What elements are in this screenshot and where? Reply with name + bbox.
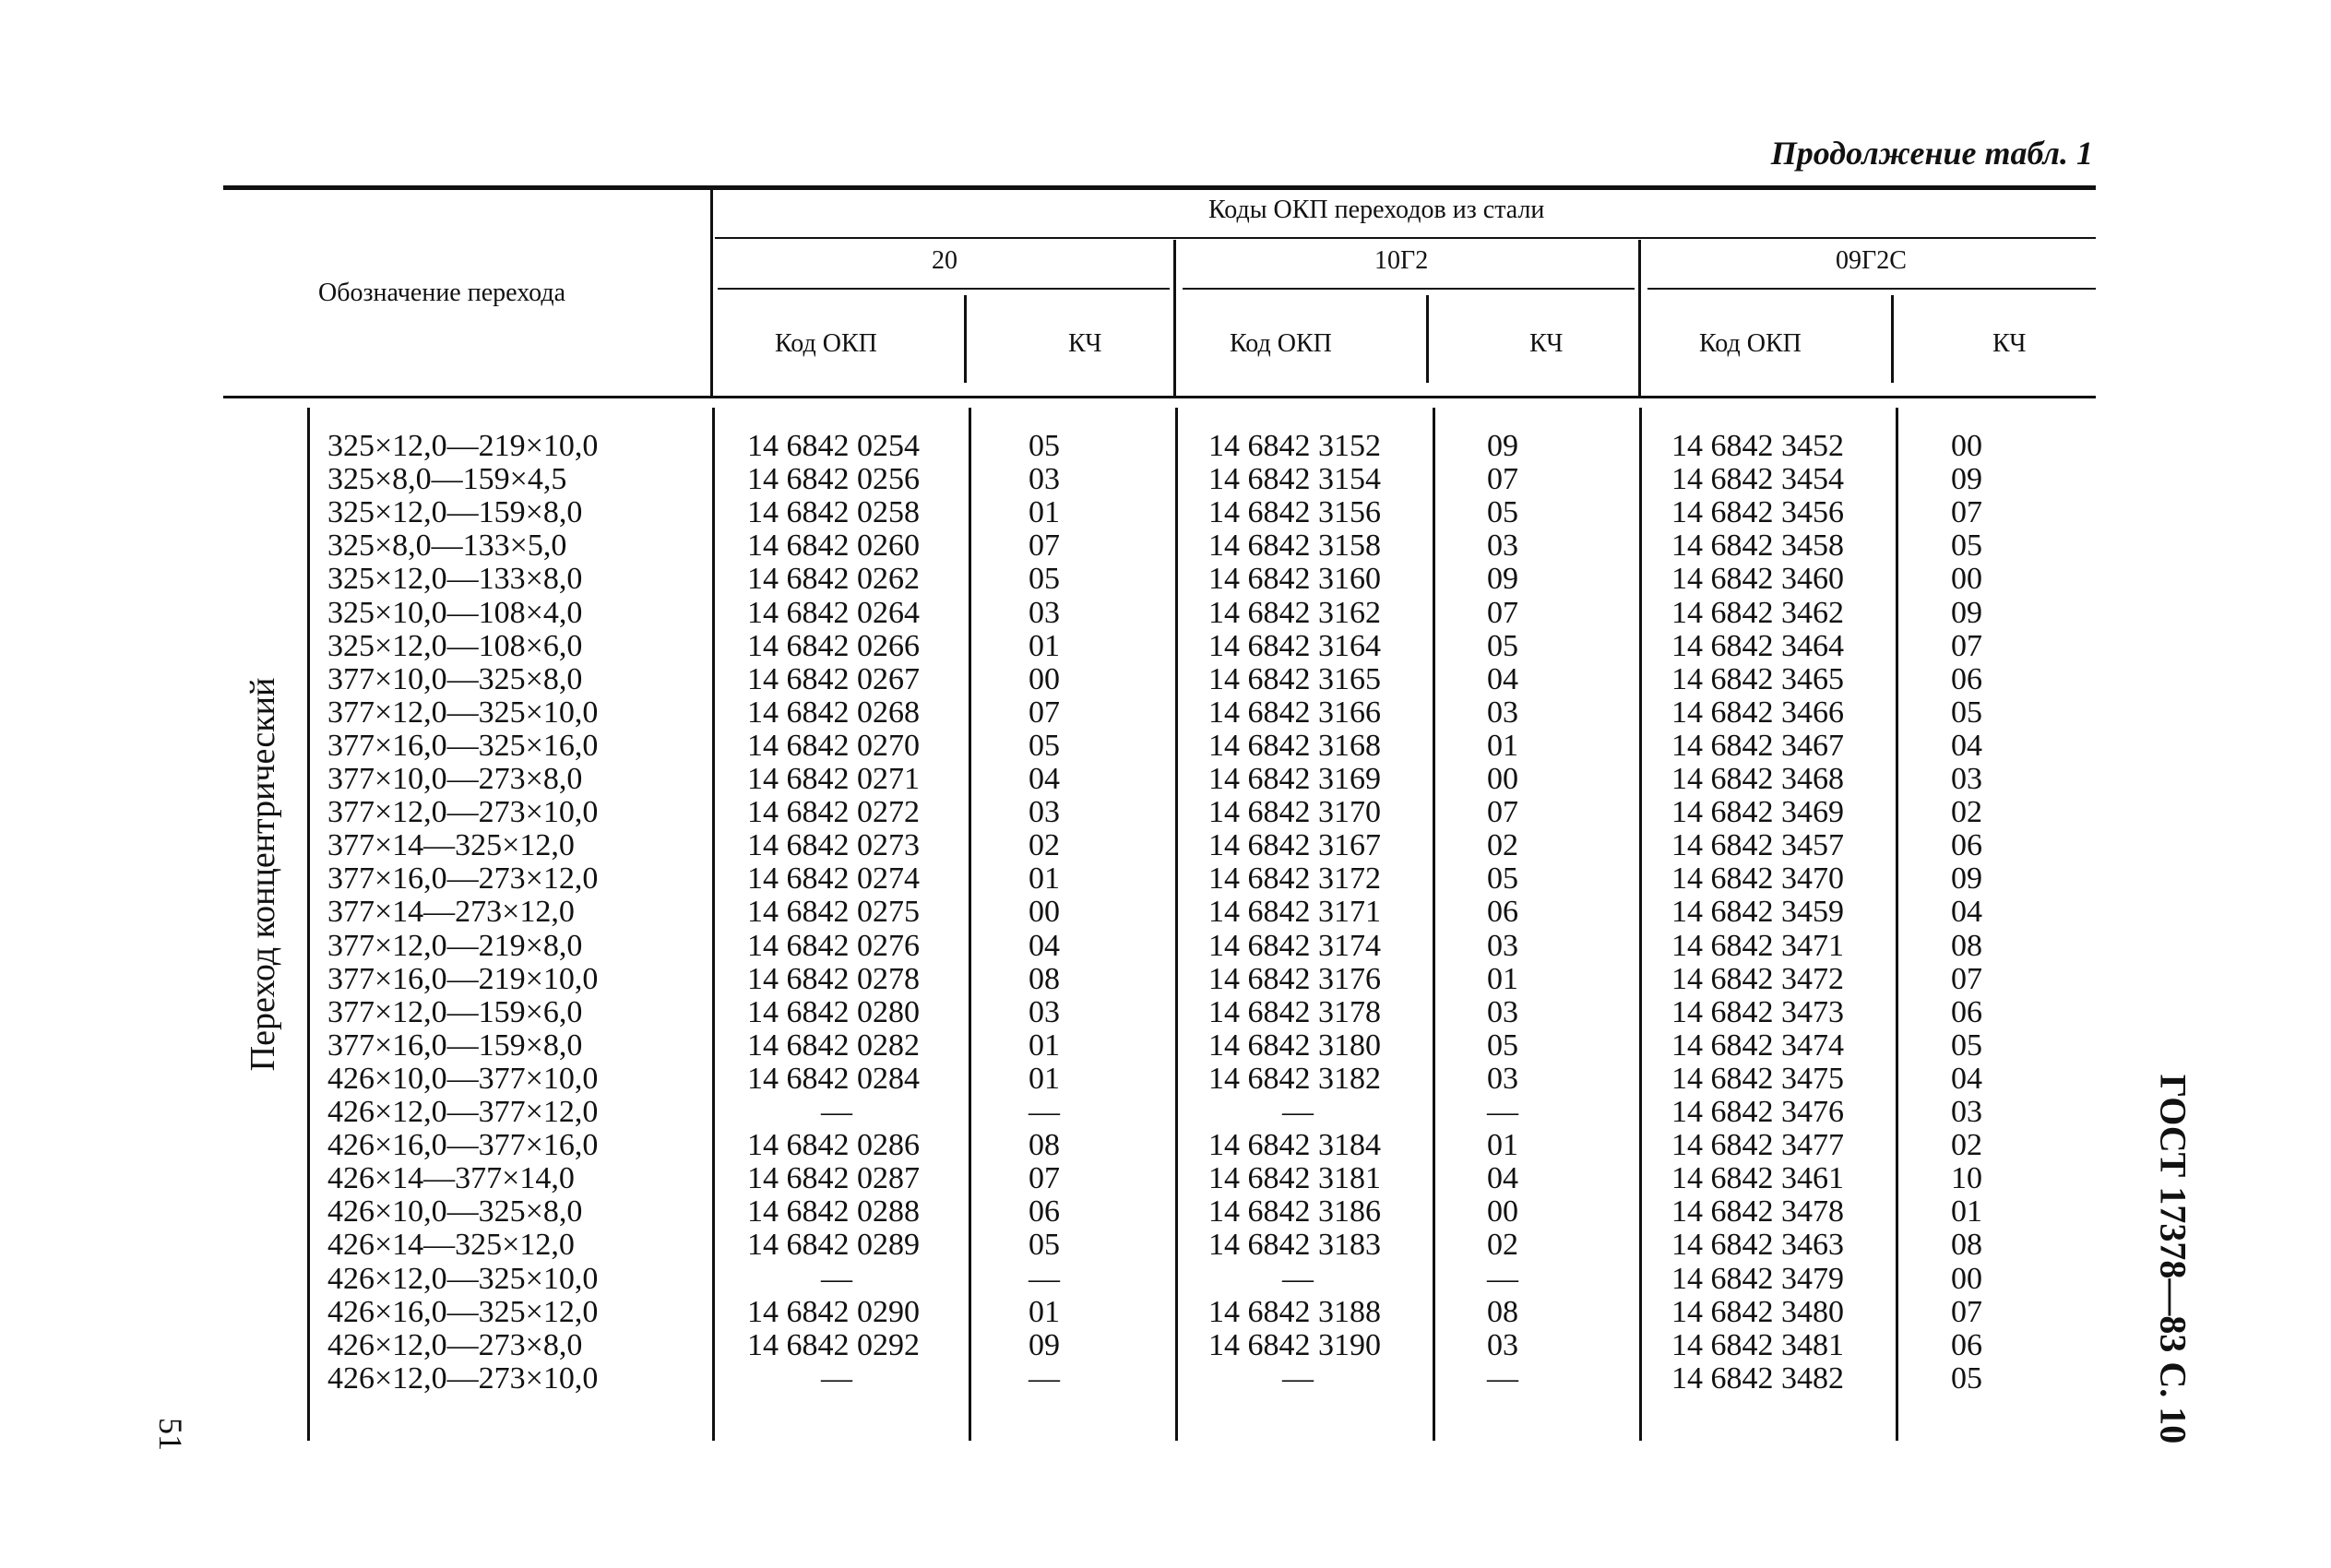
- kch-09g2s-cell: 00: [1951, 562, 1982, 597]
- header-divider-09g2s: [1891, 295, 1894, 383]
- okp-code-09g2s-cell: 14 6842 3464: [1671, 628, 1844, 663]
- header-divider-20: [964, 295, 967, 383]
- okp-code-20-cell: —: [821, 1095, 852, 1129]
- kch-10g2-cell: 05: [1487, 628, 1518, 663]
- kch-09g2s-cell: 06: [1951, 994, 1982, 1029]
- okp-code-20-cell: 14 6842 0272: [747, 795, 920, 830]
- okp-code-09g2s-cell: 14 6842 3475: [1671, 1061, 1844, 1096]
- kch-10g2-cell: 07: [1487, 462, 1518, 497]
- okp-code-20-cell: 14 6842 0274: [747, 861, 920, 897]
- kch-09g2s-cell: 05: [1951, 695, 1982, 730]
- kch-20-cell: 03: [1029, 795, 1060, 830]
- okp-code-10g2-cell: 14 6842 3169: [1208, 762, 1381, 796]
- okp-code-10g2-cell: 14 6842 3178: [1208, 994, 1381, 1029]
- okp-code-09g2s-cell: 14 6842 3469: [1671, 795, 1844, 830]
- code-header-10g2: Код ОКП: [1230, 329, 1332, 358]
- kch-10g2-cell: 09: [1487, 429, 1518, 463]
- okp-code-10g2-cell: 14 6842 3167: [1208, 828, 1381, 863]
- okp-code-10g2-cell: 14 6842 3164: [1208, 628, 1381, 663]
- okp-code-20-cell: 14 6842 0275: [747, 895, 920, 930]
- kch-09g2s-cell: 09: [1951, 462, 1982, 497]
- kch-header-09g2s: КЧ: [1992, 329, 2027, 358]
- table-top-rule: [223, 185, 2096, 190]
- kch-09g2s-cell: 10: [1951, 1161, 1982, 1196]
- kch-09g2s-cell: 03: [1951, 1095, 1982, 1129]
- okp-code-20-cell: 14 6842 0262: [747, 562, 920, 597]
- kch-20-cell: 05: [1029, 1228, 1060, 1263]
- okp-code-09g2s-cell: 14 6842 3477: [1671, 1128, 1844, 1163]
- okp-code-09g2s-cell: 14 6842 3472: [1671, 961, 1844, 996]
- kch-20-cell: 00: [1029, 895, 1060, 930]
- kch-20-cell: 03: [1029, 595, 1060, 630]
- okp-code-09g2s-cell: 14 6842 3462: [1671, 595, 1844, 630]
- designation-cell: 426×12,0—325×10,0: [327, 1261, 599, 1296]
- steel-20-rule: [718, 288, 1170, 290]
- kch-20-cell: 05: [1029, 728, 1060, 763]
- table-row: [0, 529, 2331, 563]
- okp-code-10g2-cell: 14 6842 3162: [1208, 595, 1381, 630]
- steel-20-header: 20: [932, 246, 957, 275]
- okp-code-09g2s-cell: 14 6842 3463: [1671, 1228, 1844, 1263]
- table-row: [0, 730, 2331, 763]
- kch-20-cell: 01: [1029, 1294, 1060, 1329]
- okp-code-10g2-cell: 14 6842 3160: [1208, 562, 1381, 597]
- kch-10g2-cell: 02: [1487, 1228, 1518, 1263]
- kch-10g2-cell: 05: [1487, 861, 1518, 897]
- kch-20-cell: 07: [1029, 695, 1060, 730]
- kch-09g2s-cell: 03: [1951, 762, 1982, 796]
- designation-header: Обозначение перехода: [318, 279, 565, 307]
- designation-cell: 426×16,0—377×16,0: [327, 1128, 599, 1163]
- kch-20-cell: 04: [1029, 762, 1060, 796]
- kch-09g2s-cell: 09: [1951, 595, 1982, 630]
- kch-20-cell: 05: [1029, 562, 1060, 597]
- kch-20-cell: 00: [1029, 661, 1060, 696]
- kch-20-cell: 05: [1029, 429, 1060, 463]
- kch-09g2s-cell: 01: [1951, 1194, 1982, 1229]
- code-header-20: Код ОКП: [775, 329, 877, 358]
- header-divider-steel-2: [1638, 240, 1641, 397]
- okp-code-09g2s-cell: 14 6842 3476: [1671, 1095, 1844, 1129]
- okp-code-09g2s-cell: 14 6842 3474: [1671, 1028, 1844, 1063]
- okp-code-20-cell: 14 6842 0282: [747, 1028, 920, 1063]
- okp-code-09g2s-cell: 14 6842 3480: [1671, 1294, 1844, 1329]
- okp-code-09g2s-cell: 14 6842 3452: [1671, 429, 1844, 463]
- code-header-09g2s: Код ОКП: [1699, 329, 1802, 358]
- side-label: Переход концентрический: [244, 677, 282, 1072]
- table-row: [0, 1263, 2331, 1296]
- kch-20-cell: 01: [1029, 1028, 1060, 1063]
- table-row: [0, 1129, 2331, 1162]
- kch-20-cell: 01: [1029, 495, 1060, 530]
- okp-code-20-cell: 14 6842 0264: [747, 595, 920, 630]
- kch-10g2-cell: 02: [1487, 828, 1518, 863]
- designation-cell: 377×16,0—273×12,0: [327, 861, 599, 897]
- kch-09g2s-cell: 06: [1951, 661, 1982, 696]
- table-row: [0, 1063, 2331, 1096]
- kch-10g2-cell: —: [1487, 1095, 1518, 1129]
- kch-10g2-cell: 06: [1487, 895, 1518, 930]
- designation-cell: 377×16,0—219×10,0: [327, 961, 599, 996]
- designation-cell: 377×10,0—273×8,0: [327, 762, 583, 796]
- kch-10g2-cell: 01: [1487, 728, 1518, 763]
- kch-20-cell: 06: [1029, 1194, 1060, 1229]
- designation-cell: 325×10,0—108×4,0: [327, 595, 583, 630]
- okp-code-10g2-cell: 14 6842 3158: [1208, 529, 1381, 564]
- kch-20-cell: 01: [1029, 628, 1060, 663]
- okp-code-20-cell: 14 6842 0278: [747, 961, 920, 996]
- okp-code-20-cell: 14 6842 0273: [747, 828, 920, 863]
- designation-cell: 426×16,0—325×12,0: [327, 1294, 599, 1329]
- table-row: [0, 896, 2331, 929]
- table-row: [0, 829, 2331, 862]
- okp-code-10g2-cell: —: [1282, 1360, 1314, 1396]
- okp-code-09g2s-cell: 14 6842 3482: [1671, 1360, 1844, 1396]
- kch-10g2-cell: 03: [1487, 529, 1518, 564]
- okp-code-09g2s-cell: 14 6842 3458: [1671, 529, 1844, 564]
- okp-code-09g2s-cell: 14 6842 3466: [1671, 695, 1844, 730]
- okp-code-09g2s-cell: 14 6842 3479: [1671, 1261, 1844, 1296]
- designation-cell: 325×12,0—133×8,0: [327, 562, 583, 597]
- kch-10g2-cell: 03: [1487, 994, 1518, 1029]
- okp-code-20-cell: —: [821, 1360, 852, 1396]
- table-row: [0, 630, 2331, 663]
- kch-09g2s-cell: 05: [1951, 1360, 1982, 1396]
- okp-code-09g2s-cell: 14 6842 3468: [1671, 762, 1844, 796]
- designation-cell: 377×14—273×12,0: [327, 895, 575, 930]
- okp-code-10g2-cell: 14 6842 3172: [1208, 861, 1381, 897]
- kch-10g2-cell: 03: [1487, 695, 1518, 730]
- okp-code-20-cell: 14 6842 0267: [747, 661, 920, 696]
- okp-code-20-cell: 14 6842 0286: [747, 1128, 920, 1163]
- table-row: [0, 1096, 2331, 1129]
- steel-10g2-rule: [1183, 288, 1635, 290]
- okp-code-10g2-cell: 14 6842 3176: [1208, 961, 1381, 996]
- kch-10g2-cell: —: [1487, 1261, 1518, 1296]
- kch-09g2s-cell: 05: [1951, 1028, 1982, 1063]
- table-row: [0, 1329, 2331, 1362]
- kch-10g2-cell: 01: [1487, 1128, 1518, 1163]
- kch-10g2-cell: 09: [1487, 562, 1518, 597]
- designation-cell: 426×10,0—325×8,0: [327, 1194, 583, 1229]
- steel-09g2s-header: 09Г2С: [1836, 246, 1907, 275]
- okp-code-20-cell: —: [821, 1261, 852, 1296]
- kch-09g2s-cell: 04: [1951, 728, 1982, 763]
- okp-code-10g2-cell: 14 6842 3152: [1208, 429, 1381, 463]
- okp-code-20-cell: 14 6842 0280: [747, 994, 920, 1029]
- kch-10g2-cell: 03: [1487, 928, 1518, 963]
- okp-code-20-cell: 14 6842 0270: [747, 728, 920, 763]
- okp-code-09g2s-cell: 14 6842 3459: [1671, 895, 1844, 930]
- kch-20-cell: 03: [1029, 994, 1060, 1029]
- kch-09g2s-cell: 05: [1951, 529, 1982, 564]
- kch-10g2-cell: —: [1487, 1360, 1518, 1396]
- gost-label: ГОСТ 17378—83 С. 10: [2152, 1074, 2194, 1444]
- kch-10g2-cell: 04: [1487, 661, 1518, 696]
- designation-cell: 426×12,0—377×12,0: [327, 1095, 599, 1129]
- okp-code-09g2s-cell: 14 6842 3478: [1671, 1194, 1844, 1229]
- okp-code-09g2s-cell: 14 6842 3470: [1671, 861, 1844, 897]
- kch-20-cell: 08: [1029, 961, 1060, 996]
- kch-10g2-cell: 00: [1487, 1194, 1518, 1229]
- kch-10g2-cell: 08: [1487, 1294, 1518, 1329]
- kch-09g2s-cell: 07: [1951, 961, 1982, 996]
- okp-code-10g2-cell: 14 6842 3181: [1208, 1161, 1381, 1196]
- steel-09g2s-rule: [1647, 288, 2096, 290]
- okp-code-09g2s-cell: 14 6842 3460: [1671, 562, 1844, 597]
- designation-cell: 377×12,0—273×10,0: [327, 795, 599, 830]
- kch-20-cell: 01: [1029, 1061, 1060, 1096]
- okp-code-20-cell: 14 6842 0276: [747, 928, 920, 963]
- kch-10g2-cell: 03: [1487, 1061, 1518, 1096]
- okp-code-10g2-cell: 14 6842 3156: [1208, 495, 1381, 530]
- okp-code-09g2s-cell: 14 6842 3467: [1671, 728, 1844, 763]
- okp-code-20-cell: 14 6842 0256: [747, 462, 920, 497]
- kch-09g2s-cell: 00: [1951, 1261, 1982, 1296]
- okp-code-10g2-cell: 14 6842 3184: [1208, 1128, 1381, 1163]
- okp-code-20-cell: 14 6842 0268: [747, 695, 920, 730]
- kch-10g2-cell: 05: [1487, 495, 1518, 530]
- okp-code-20-cell: 14 6842 0271: [747, 762, 920, 796]
- kch-09g2s-cell: 04: [1951, 1061, 1982, 1096]
- table-row: [0, 430, 2331, 463]
- okp-code-20-cell: 14 6842 0254: [747, 429, 920, 463]
- designation-cell: 377×12,0—219×8,0: [327, 928, 583, 963]
- kch-09g2s-cell: 09: [1951, 861, 1982, 897]
- okp-code-20-cell: 14 6842 0292: [747, 1327, 920, 1362]
- continuation-title: Продолжение табл. 1: [1770, 135, 2093, 172]
- kch-09g2s-cell: 07: [1951, 1294, 1982, 1329]
- page-number: 51: [152, 1418, 189, 1451]
- designation-cell: 377×16,0—159×8,0: [327, 1028, 583, 1063]
- kch-10g2-cell: 04: [1487, 1161, 1518, 1196]
- table-row: [0, 1162, 2331, 1195]
- designation-cell: 377×10,0—325×8,0: [327, 661, 583, 696]
- table-row: [0, 996, 2331, 1029]
- table-row: [0, 930, 2331, 963]
- table-row: [0, 696, 2331, 730]
- table-row: [0, 1029, 2331, 1063]
- kch-09g2s-cell: 00: [1951, 429, 1982, 463]
- okp-code-09g2s-cell: 14 6842 3481: [1671, 1327, 1844, 1362]
- okp-code-20-cell: 14 6842 0289: [747, 1228, 920, 1263]
- okp-code-10g2-cell: 14 6842 3180: [1208, 1028, 1381, 1063]
- table-row: [0, 763, 2331, 796]
- kch-20-cell: 03: [1029, 462, 1060, 497]
- designation-cell: 426×10,0—377×10,0: [327, 1061, 599, 1096]
- designation-cell: 325×12,0—159×8,0: [327, 495, 583, 530]
- designation-cell: 377×12,0—159×6,0: [327, 994, 583, 1029]
- kch-20-cell: 04: [1029, 928, 1060, 963]
- designation-cell: 426×12,0—273×10,0: [327, 1360, 599, 1396]
- okp-code-20-cell: 14 6842 0290: [747, 1294, 920, 1329]
- okp-code-09g2s-cell: 14 6842 3457: [1671, 828, 1844, 863]
- okp-code-10g2-cell: 14 6842 3190: [1208, 1327, 1381, 1362]
- okp-code-20-cell: 14 6842 0258: [747, 495, 920, 530]
- okp-code-20-cell: 14 6842 0288: [747, 1194, 920, 1229]
- okp-code-20-cell: 14 6842 0284: [747, 1061, 920, 1096]
- table-row: [0, 496, 2331, 529]
- designation-cell: 377×12,0—325×10,0: [327, 695, 599, 730]
- designation-cell: 426×14—325×12,0: [327, 1228, 575, 1263]
- designation-cell: 377×14—325×12,0: [327, 828, 575, 863]
- kch-20-cell: 08: [1029, 1128, 1060, 1163]
- okp-code-20-cell: 14 6842 0260: [747, 529, 920, 564]
- kch-09g2s-cell: 06: [1951, 1327, 1982, 1362]
- table-row: [0, 862, 2331, 896]
- okp-code-10g2-cell: 14 6842 3186: [1208, 1194, 1381, 1229]
- kch-20-cell: —: [1029, 1360, 1060, 1396]
- table-row: [0, 796, 2331, 829]
- designation-cell: 426×12,0—273×8,0: [327, 1327, 583, 1362]
- okp-code-20-cell: 14 6842 0266: [747, 628, 920, 663]
- kch-09g2s-cell: 08: [1951, 1228, 1982, 1263]
- okp-code-09g2s-cell: 14 6842 3465: [1671, 661, 1844, 696]
- table-row: [0, 1229, 2331, 1262]
- okp-group-rule: [715, 237, 2096, 239]
- table-row: [0, 563, 2331, 596]
- kch-09g2s-cell: 02: [1951, 1128, 1982, 1163]
- kch-09g2s-cell: 07: [1951, 628, 1982, 663]
- kch-10g2-cell: 01: [1487, 961, 1518, 996]
- table-row: [0, 663, 2331, 696]
- designation-cell: 325×8,0—159×4,5: [327, 462, 567, 497]
- kch-20-cell: 07: [1029, 1161, 1060, 1196]
- kch-10g2-cell: 07: [1487, 595, 1518, 630]
- kch-10g2-cell: 00: [1487, 762, 1518, 796]
- kch-20-cell: —: [1029, 1261, 1060, 1296]
- okp-code-10g2-cell: 14 6842 3154: [1208, 462, 1381, 497]
- kch-10g2-cell: 05: [1487, 1028, 1518, 1063]
- okp-code-20-cell: 14 6842 0287: [747, 1161, 920, 1196]
- okp-code-10g2-cell: 14 6842 3170: [1208, 795, 1381, 830]
- table-row: [0, 1362, 2331, 1396]
- designation-cell: 325×8,0—133×5,0: [327, 529, 567, 564]
- kch-20-cell: 02: [1029, 828, 1060, 863]
- okp-code-10g2-cell: 14 6842 3165: [1208, 661, 1381, 696]
- okp-code-09g2s-cell: 14 6842 3471: [1671, 928, 1844, 963]
- kch-20-cell: 07: [1029, 529, 1060, 564]
- designation-cell: 377×16,0—325×16,0: [327, 728, 599, 763]
- okp-code-09g2s-cell: 14 6842 3461: [1671, 1161, 1844, 1196]
- steel-10g2-header: 10Г2: [1374, 246, 1429, 275]
- okp-code-10g2-cell: 14 6842 3182: [1208, 1061, 1381, 1096]
- kch-09g2s-cell: 02: [1951, 795, 1982, 830]
- okp-code-10g2-cell: —: [1282, 1261, 1314, 1296]
- kch-09g2s-cell: 07: [1951, 495, 1982, 530]
- okp-group-header: Коды ОКП переходов из стали: [1208, 196, 1545, 224]
- okp-code-10g2-cell: —: [1282, 1095, 1314, 1129]
- header-divider-steel-1: [1173, 240, 1176, 397]
- table-row: [0, 1296, 2331, 1329]
- kch-20-cell: 09: [1029, 1327, 1060, 1362]
- okp-code-09g2s-cell: 14 6842 3473: [1671, 994, 1844, 1029]
- okp-code-09g2s-cell: 14 6842 3454: [1671, 462, 1844, 497]
- table-row: [0, 963, 2331, 996]
- okp-code-10g2-cell: 14 6842 3183: [1208, 1228, 1381, 1263]
- kch-header-10g2: КЧ: [1529, 329, 1564, 358]
- kch-09g2s-cell: 08: [1951, 928, 1982, 963]
- header-divider-designation: [710, 189, 713, 397]
- table-row: [0, 463, 2331, 496]
- okp-code-10g2-cell: 14 6842 3168: [1208, 728, 1381, 763]
- header-bottom-rule: [223, 396, 2096, 398]
- kch-10g2-cell: 07: [1487, 795, 1518, 830]
- kch-20-cell: 01: [1029, 861, 1060, 897]
- kch-09g2s-cell: 06: [1951, 828, 1982, 863]
- okp-code-10g2-cell: 14 6842 3166: [1208, 695, 1381, 730]
- okp-code-10g2-cell: 14 6842 3188: [1208, 1294, 1381, 1329]
- kch-09g2s-cell: 04: [1951, 895, 1982, 930]
- okp-code-09g2s-cell: 14 6842 3456: [1671, 495, 1844, 530]
- designation-cell: 325×12,0—219×10,0: [327, 429, 599, 463]
- table-row: [0, 1195, 2331, 1229]
- kch-10g2-cell: 03: [1487, 1327, 1518, 1362]
- designation-cell: 426×14—377×14,0: [327, 1161, 575, 1196]
- kch-header-20: КЧ: [1068, 329, 1102, 358]
- header-divider-10g2: [1426, 295, 1429, 383]
- designation-cell: 325×12,0—108×6,0: [327, 628, 583, 663]
- okp-code-10g2-cell: 14 6842 3171: [1208, 895, 1381, 930]
- okp-code-10g2-cell: 14 6842 3174: [1208, 928, 1381, 963]
- kch-20-cell: —: [1029, 1095, 1060, 1129]
- table-row: [0, 597, 2331, 630]
